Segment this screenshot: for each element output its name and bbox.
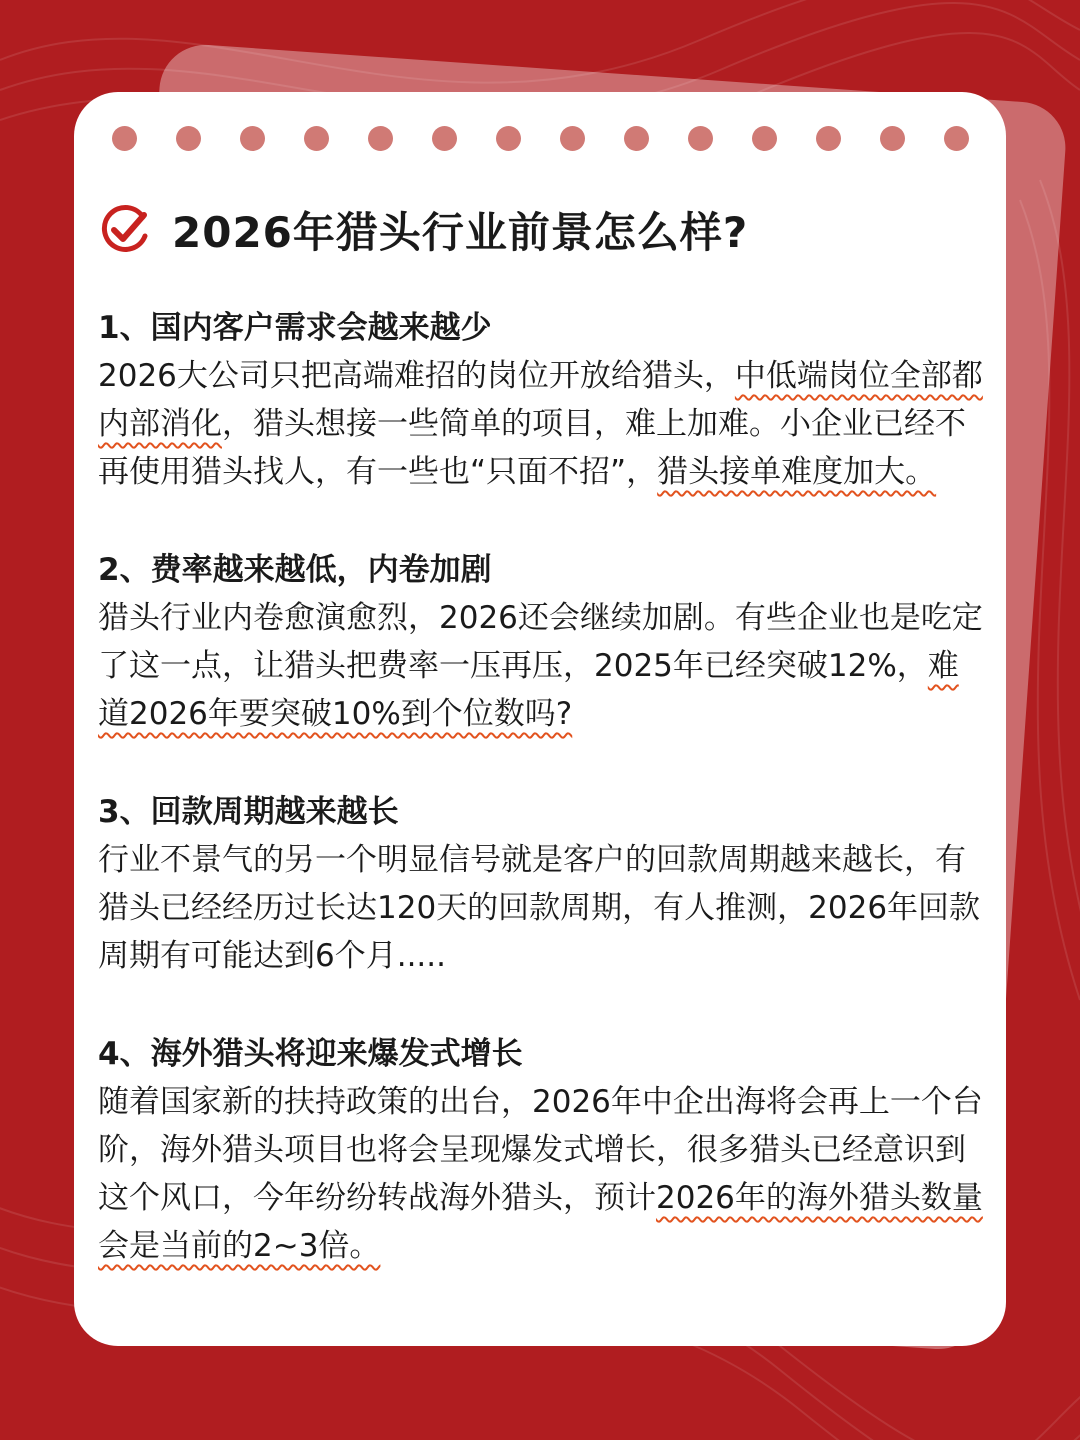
section-3 <box>98 788 988 980</box>
binder-dot <box>816 126 841 151</box>
section-2 <box>98 546 988 738</box>
binder-dots <box>112 126 969 151</box>
highlighted-text: 猎头接单难度加大。 <box>657 454 937 490</box>
article-content <box>98 304 988 1320</box>
binder-dot <box>432 126 457 151</box>
section-body <box>98 1078 988 1270</box>
binder-dot <box>752 126 777 151</box>
binder-dot <box>944 126 969 151</box>
highlighted-text: 中低端岗位全部都内部消化 <box>98 358 983 442</box>
binder-dot <box>304 126 329 151</box>
binder-dot <box>240 126 265 151</box>
section-1 <box>98 304 988 496</box>
binder-dot <box>560 126 585 151</box>
content-card <box>74 92 1006 1346</box>
binder-dot <box>368 126 393 151</box>
binder-dot <box>688 126 713 151</box>
title-row <box>98 200 748 260</box>
section-4 <box>98 1030 988 1270</box>
check-circle-icon <box>98 203 152 257</box>
section-heading: 3、回款周期越来越长 <box>98 794 399 830</box>
section-body <box>98 836 988 980</box>
highlighted-text: 2026年的海外猎头数量会是当前的2~3倍。 <box>98 1180 983 1264</box>
binder-dot <box>176 126 201 151</box>
binder-dot <box>112 126 137 151</box>
body-text: 行业不景气的另一个明显信号就是客户的回款周期越来越长，有猎头已经经历过长达120天的回款周期，有人推测，2026年回款周期有可能达到6个月..... <box>98 842 981 974</box>
page-title: 2026年猎头行业前景怎么样? <box>172 208 749 257</box>
binder-dot <box>880 126 905 151</box>
body-text: 2026大公司只把高端难招的岗位开放给猎头， <box>98 358 735 394</box>
section-body <box>98 594 988 738</box>
section-body <box>98 352 988 496</box>
section-heading: 2、费率越来越低，内卷加剧 <box>98 552 492 588</box>
body-text: 猎头行业内卷愈演愈烈，2026还会继续加剧。有些企业也是吃定了这一点，让猎头把费率一压再压，2025年已经突破12%， <box>98 600 983 684</box>
binder-dot <box>624 126 649 151</box>
body-text: 随着国家新的扶持政策的出台，2026年中企出海将会再上一个台阶，海外猎头项目也将会呈现爆发式增长，很多猎头已经意识到这个风口，今年纷纷转战海外猎头，预计 <box>98 1084 983 1216</box>
highlighted-text: 难道2026年要突破10%到个位数吗? <box>98 648 959 732</box>
section-heading: 4、海外猎头将迎来爆发式增长 <box>98 1036 523 1072</box>
binder-dot <box>496 126 521 151</box>
section-heading: 1、国内客户需求会越来越少 <box>98 310 492 346</box>
body-text: ，猎头想接一些简单的项目，难上加难。小企业已经不再使用猎头找人，有一些也“只面不招”， <box>98 406 966 490</box>
